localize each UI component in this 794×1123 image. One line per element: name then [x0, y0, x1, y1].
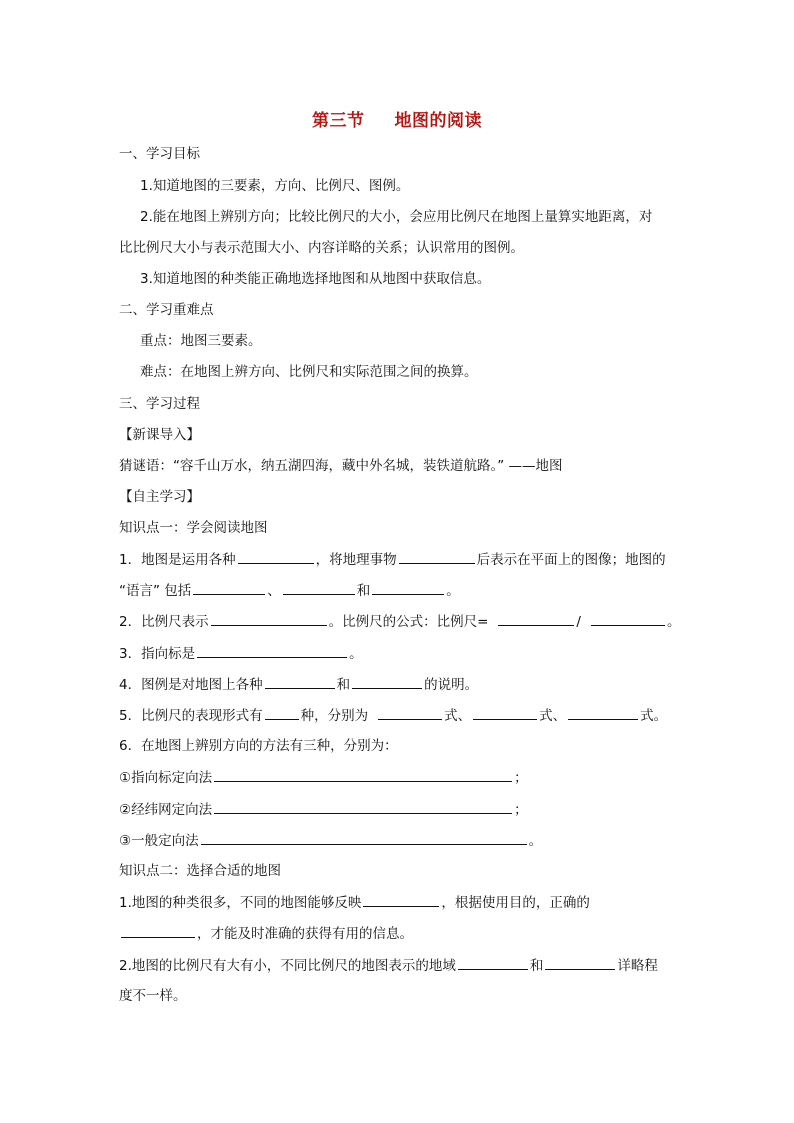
- key-point: 重点：地图三要素。: [140, 333, 262, 349]
- method-graticule: ②经纬网定向法 ；: [119, 799, 528, 820]
- question-6: 6．在地图上辨别方向的方法有三种，分别为：: [119, 738, 398, 754]
- section-heading-process: 三、学习过程: [119, 396, 200, 412]
- knowledge-point-1-heading: 知识点一：学会阅读地图: [119, 520, 268, 536]
- answer-blank[interactable]: [238, 549, 314, 564]
- title-topic: 地图的阅读: [394, 111, 482, 131]
- question-3: 3．指向标是 。: [119, 643, 363, 664]
- section-heading-goals: 一、学习目标: [119, 146, 200, 162]
- goal-2-line-1: 2.能在地图上辨别方向；比较比例尺的大小，会应用比例尺在地图上量算实地距离，对: [140, 209, 653, 225]
- title-section-number: 第三节: [312, 111, 365, 131]
- riddle-text: 猜谜语：“容千山万水，纳五湖四海，藏中外名城，装铁道航路。” ——地图: [119, 458, 563, 474]
- answer-blank[interactable]: [591, 611, 665, 626]
- goal-1: 1.知道地图的三要素，方向、比例尺、图例。: [140, 178, 410, 194]
- knowledge-point-2-heading: 知识点二：选择合适的地图: [119, 863, 281, 879]
- answer-blank[interactable]: [211, 611, 327, 626]
- answer-blank[interactable]: [498, 611, 574, 626]
- answer-blank[interactable]: [193, 580, 265, 595]
- answer-blank[interactable]: [265, 705, 299, 720]
- method-general: ③一般定向法 。: [119, 830, 542, 851]
- question-1-line-2: “语言” 包括 、 和 。: [119, 580, 460, 601]
- page-title: [0, 106, 794, 131]
- answer-blank[interactable]: [545, 955, 615, 970]
- answer-blank[interactable]: [473, 705, 537, 720]
- answer-blank[interactable]: [458, 955, 528, 970]
- section-heading-key-points: 二、学习重难点: [119, 302, 214, 318]
- answer-blank[interactable]: [265, 674, 335, 689]
- question-5: 5．比例尺的表现形式有 种，分别为 式、 式、 式。: [119, 705, 667, 726]
- answer-blank[interactable]: [121, 923, 195, 938]
- answer-blank[interactable]: [568, 705, 638, 720]
- method-compass-rose: ①指向标定向法 ；: [119, 767, 528, 788]
- kp2-question-2-line-1: 2.地图的比例尺有大有小，不同比例尺的地图表示的地域 和 详略程: [119, 955, 658, 976]
- answer-blank[interactable]: [352, 674, 422, 689]
- answer-blank[interactable]: [363, 892, 439, 907]
- kp2-question-1-line-2: ，才能及时准确的获得有用的信息。: [119, 923, 413, 944]
- question-4: 4．图例是对地图上各种 和 的说明。: [119, 674, 478, 695]
- self-study-tag: 【自主学习】: [119, 489, 200, 505]
- answer-blank[interactable]: [372, 580, 444, 595]
- answer-blank[interactable]: [197, 643, 347, 658]
- answer-blank[interactable]: [201, 830, 527, 845]
- kp2-question-1-line-1: 1.地图的种类很多，不同的地图能够反映 ，根据使用目的，正确的: [119, 892, 590, 913]
- goal-2-line-2: 比比例尺大小与表示范围大小、内容详略的关系；认识常用的图例。: [119, 240, 524, 256]
- intro-tag: 【新课导入】: [119, 427, 200, 443]
- answer-blank[interactable]: [214, 767, 512, 782]
- kp2-question-2-line-2: 度不一样。: [119, 988, 187, 1004]
- answer-blank[interactable]: [214, 799, 512, 814]
- question-1-line-1: 1．地图是运用各种 ，将地理事物 后表示在平面上的图像；地图的: [119, 549, 666, 570]
- answer-blank[interactable]: [378, 705, 442, 720]
- question-2: 2．比例尺表示 。比例尺的公式：比例尺= / 。: [119, 611, 680, 632]
- goal-3: 3.知道地图的种类能正确地选择地图和从地图中获取信息。: [140, 271, 491, 287]
- answer-blank[interactable]: [283, 580, 355, 595]
- difficult-point: 难点：在地图上辨方向、比例尺和实际范围之间的换算。: [140, 364, 478, 380]
- answer-blank[interactable]: [399, 549, 475, 564]
